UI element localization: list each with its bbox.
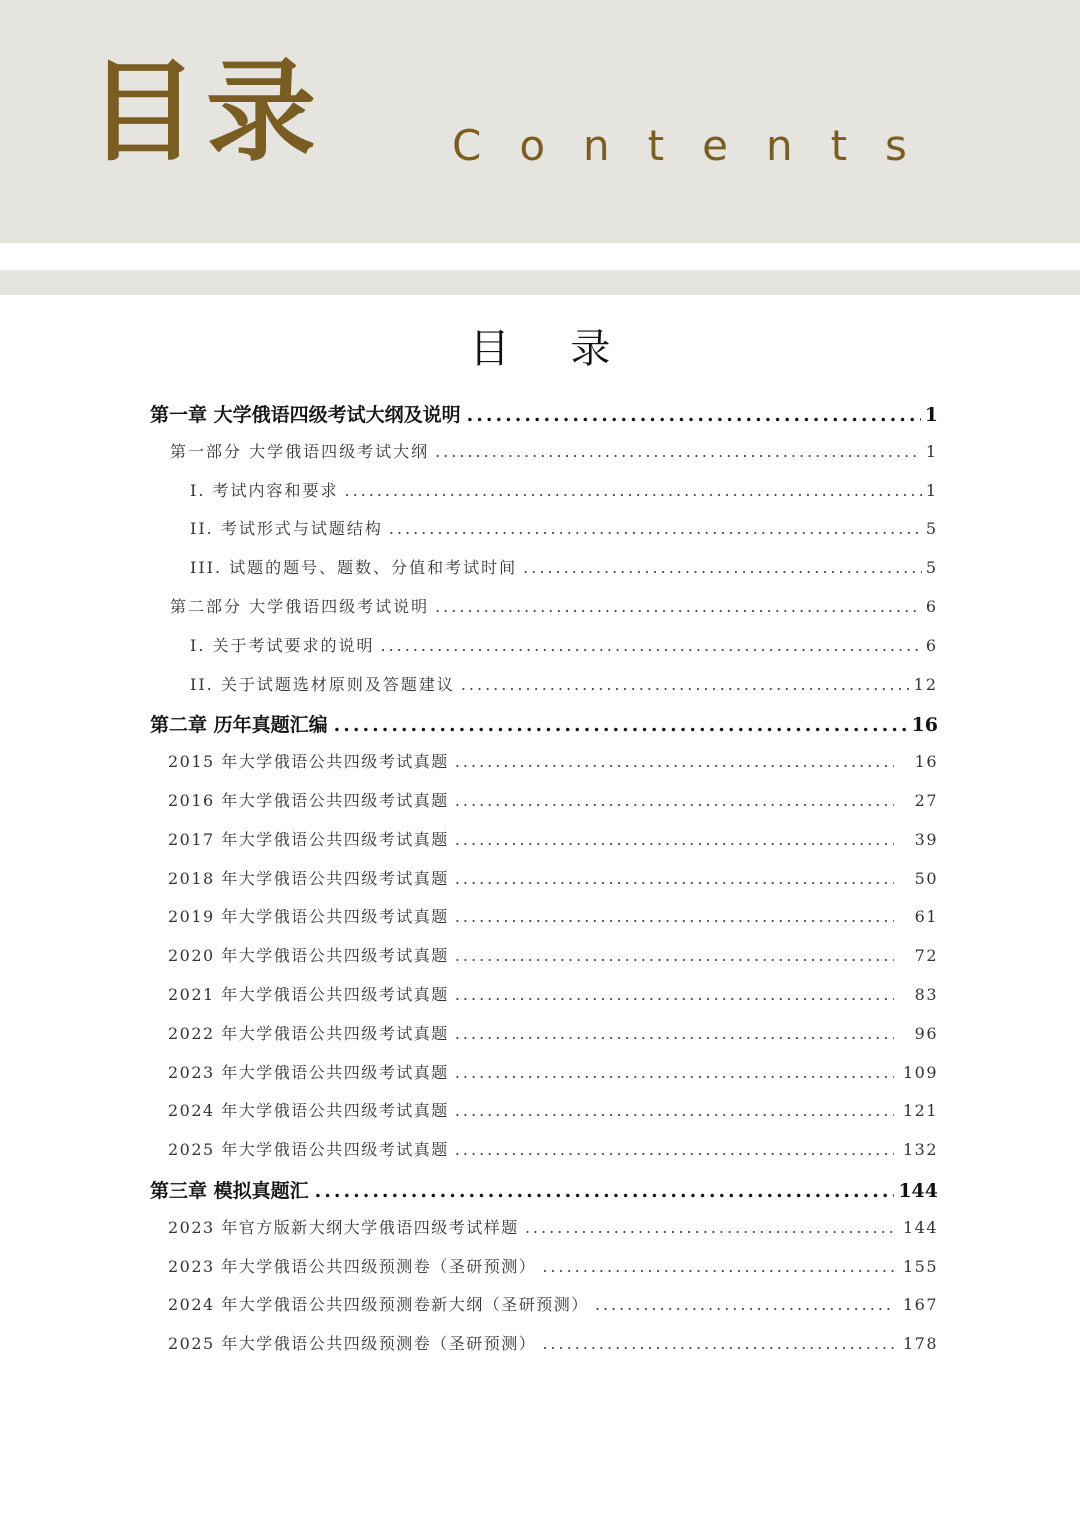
toc-item-label: 2018 年大学俄语公共四级考试真题 xyxy=(168,868,449,888)
toc-item[interactable] xyxy=(168,982,938,1005)
toc-chapter-label: 第一章 大学俄语四级考试大纲及说明 xyxy=(150,404,461,426)
dot-leader xyxy=(455,1101,894,1120)
toc-section-page: 1 xyxy=(925,480,938,500)
toc-title-text: 目 录 xyxy=(469,326,635,372)
dot-leader xyxy=(595,1295,894,1314)
dot-leader xyxy=(435,597,922,616)
toc-section[interactable] xyxy=(190,516,938,539)
dot-leader xyxy=(523,558,922,577)
toc-item-label: 2015 年大学俄语公共四级考试真题 xyxy=(168,752,449,772)
toc-item-page: 72 xyxy=(914,946,938,966)
toc-item-page: 132 xyxy=(902,1140,938,1160)
toc-part[interactable] xyxy=(170,439,938,462)
toc-item-page: 109 xyxy=(902,1062,938,1082)
toc-part-page: 6 xyxy=(925,597,938,616)
toc-item-page: 155 xyxy=(902,1256,938,1276)
toc-item-label: 2023 年官方版新大纲大学俄语四级考试样题 xyxy=(168,1217,519,1237)
toc-item-label: 2016 年大学俄语公共四级考试真题 xyxy=(168,791,449,810)
toc-section[interactable] xyxy=(190,633,938,656)
toc-chapter[interactable] xyxy=(150,710,938,737)
toc-item-label: 2025 年大学俄语公共四级考试真题 xyxy=(168,1140,449,1160)
toc-chapter-label: 第二章 历年真题汇编 xyxy=(150,714,328,737)
dot-leader xyxy=(334,714,908,736)
toc-item[interactable] xyxy=(168,827,938,850)
dot-leader xyxy=(455,946,894,965)
toc-item[interactable] xyxy=(168,1292,938,1315)
toc-item-page: 39 xyxy=(914,829,938,849)
toc-item-label: 2023 年大学俄语公共四级预测卷（圣研预测） xyxy=(168,1256,537,1276)
dot-leader xyxy=(455,985,894,1004)
toc-item[interactable] xyxy=(168,1137,938,1160)
toc-item-page: 121 xyxy=(902,1101,938,1121)
dot-leader xyxy=(455,830,894,849)
toc-section[interactable] xyxy=(190,672,938,695)
toc-section-label: I. 关于考试要求的说明 xyxy=(190,635,375,655)
toc-part-label: 第二部分 大学俄语四级考试说明 xyxy=(170,597,430,616)
toc-item[interactable] xyxy=(168,1098,938,1121)
toc-item[interactable] xyxy=(168,943,938,966)
toc-item-page: 27 xyxy=(914,791,938,810)
toc-section-label: II. 考试形式与试题结构 xyxy=(190,519,383,539)
toc-item[interactable] xyxy=(168,866,938,889)
toc-item[interactable] xyxy=(168,904,938,927)
dot-leader xyxy=(455,1063,894,1082)
toc-item[interactable] xyxy=(168,1215,938,1238)
toc-section-page: 5 xyxy=(925,519,938,539)
toc-item-label: 2024 年大学俄语公共四级预测卷新大纲（圣研预测） xyxy=(168,1295,589,1315)
toc-item-page: 96 xyxy=(914,1023,938,1043)
toc-item-label: 2021 年大学俄语公共四级考试真题 xyxy=(168,985,449,1004)
toc-section-label: I. 考试内容和要求 xyxy=(190,480,339,500)
toc-item-page: 178 xyxy=(902,1334,938,1354)
dot-leader xyxy=(455,869,894,888)
dot-leader xyxy=(525,1218,894,1237)
toc-chapter-page: 144 xyxy=(898,1180,938,1202)
dot-leader xyxy=(542,1334,894,1353)
toc-item[interactable] xyxy=(168,1060,938,1083)
dot-leader xyxy=(455,1024,894,1043)
toc-item-label: 2024 年大学俄语公共四级考试真题 xyxy=(168,1101,449,1121)
dot-leader xyxy=(455,752,894,771)
toc-section-page: 5 xyxy=(925,558,938,578)
dot-leader xyxy=(542,1257,894,1276)
toc-item-page: 83 xyxy=(914,985,938,1004)
dot-leader xyxy=(345,481,922,500)
toc-section-label: II. 关于试题选材原则及答题建议 xyxy=(190,674,455,694)
dot-leader xyxy=(455,907,894,926)
toc-item-label: 2020 年大学俄语公共四级考试真题 xyxy=(168,946,449,966)
toc-section[interactable] xyxy=(190,478,938,501)
toc-item[interactable] xyxy=(168,1331,938,1354)
dot-leader xyxy=(315,1180,895,1202)
toc-section-page: 6 xyxy=(925,635,938,655)
dot-leader xyxy=(455,1140,894,1159)
dot-leader xyxy=(389,519,922,538)
toc-item-page: 61 xyxy=(914,907,938,927)
toc-chapter-page: 1 xyxy=(924,404,938,426)
toc-section-page: 12 xyxy=(913,674,938,694)
toc-part-label: 第一部分 大学俄语四级考试大纲 xyxy=(170,441,430,461)
dot-leader xyxy=(455,791,894,810)
toc-item[interactable] xyxy=(168,749,938,772)
toc-item-page: 144 xyxy=(902,1217,938,1237)
dot-leader xyxy=(435,442,922,461)
toc-item-label: 2023 年大学俄语公共四级考试真题 xyxy=(168,1062,449,1082)
toc-item-page: 50 xyxy=(914,868,938,888)
toc-item[interactable] xyxy=(168,1254,938,1277)
toc-item[interactable] xyxy=(168,1021,938,1044)
toc-part[interactable] xyxy=(170,594,938,617)
header-title: 目录 xyxy=(88,48,324,176)
toc-chapter-label: 第三章 模拟真题汇 xyxy=(150,1180,309,1202)
toc-section-label: III. 试题的题号、题数、分值和考试时间 xyxy=(190,558,518,578)
toc-chapter-page: 16 xyxy=(911,714,938,737)
toc-item-page: 167 xyxy=(902,1295,938,1315)
toc-item-label: 2022 年大学俄语公共四级考试真题 xyxy=(168,1023,449,1043)
toc-item-label: 2017 年大学俄语公共四级考试真题 xyxy=(168,829,449,849)
toc-item-label: 2019 年大学俄语公共四级考试真题 xyxy=(168,907,449,927)
header-subtitle: Contents xyxy=(452,121,945,170)
toc-item-label: 2025 年大学俄语公共四级预测卷（圣研预测） xyxy=(168,1334,537,1354)
dot-leader xyxy=(461,675,910,694)
dot-leader xyxy=(381,636,922,655)
toc-part-page: 1 xyxy=(925,441,938,461)
toc-section[interactable] xyxy=(190,555,938,578)
dot-leader xyxy=(467,404,921,426)
toc-item-page: 16 xyxy=(914,752,938,772)
toc-chapter[interactable] xyxy=(150,400,938,427)
toc-item[interactable] xyxy=(168,788,938,811)
toc-chapter[interactable] xyxy=(150,1176,938,1203)
